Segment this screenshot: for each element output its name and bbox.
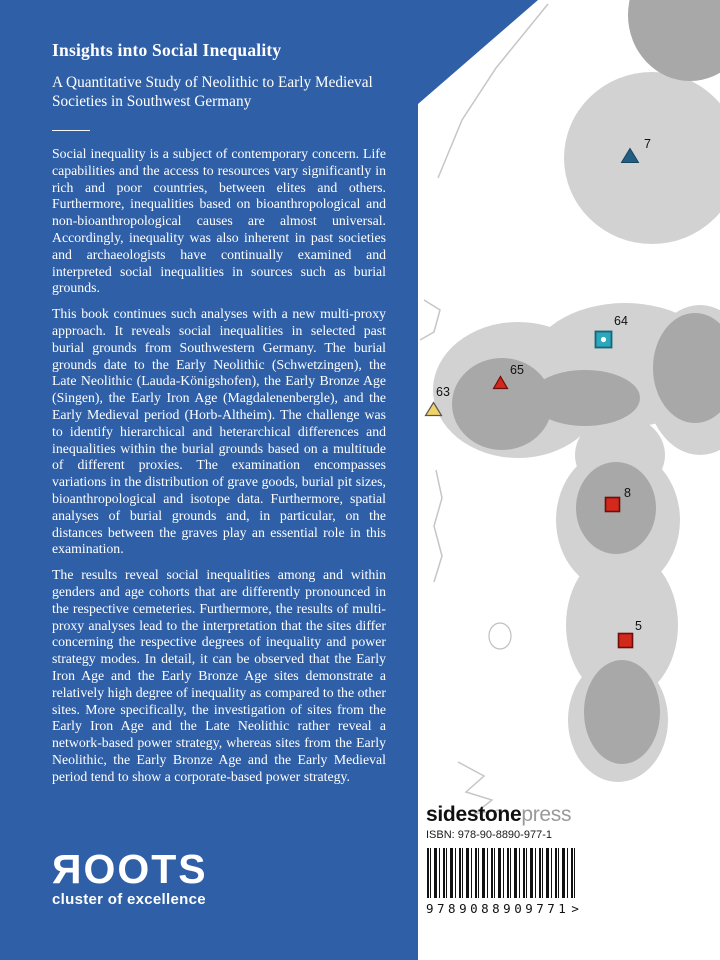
isbn-text: ISBN: 978-90-8890-977-1	[426, 829, 552, 841]
square-dot-icon	[594, 330, 613, 349]
triangle-icon	[620, 147, 640, 164]
blurb-paragraph: Social inequality is a subject of contemporary concern. Life capabilities and the access to resources vary significantly in rich and poor countries, between elites and others. Furthermore, inequalities based on bioanthropological and non-bioanthropological causes are almost universal. Accordingly, inequality was also inherent in past societies and archaeologists have continually examined and interpreted social inequalities in sources such as burial grounds.	[52, 146, 386, 296]
map-marker-64	[594, 314, 628, 348]
map-marker-8	[604, 486, 631, 514]
blurb-paragraph: This book continues such analyses with a new multi-proxy approach. It reveals social inequalities in selected past burial grounds from Southwestern Germany. The burial grounds date to the Early Neolithic (Schwetzingen), the Late Neolithic (Lauda-Königshofen), the Early Bronze Age (Singen), the Early Iron Age (Magdalenenbergle), and the Early Medieval period (Horb-Altheim). The challenge was to identify hierarchical and heterarchical differences and inequalities within the burial grounds based on a multitude of different proxies. The examination encompasses variations in the distribution of grave goods, burial pit sizes, bioanthropological and isotope data. Furthermore, spatial analyses of burial grounds and, in particular, on the distances between the graves play an essential role in this examination.	[52, 306, 386, 557]
map-marker-5	[617, 619, 642, 650]
publisher-block	[426, 804, 616, 916]
roots-logo-tagline: cluster of excellence	[52, 891, 206, 908]
barcode-suffix: >	[571, 901, 579, 916]
book-title: Insights into Social Inequality	[52, 40, 282, 60]
map-marker-63	[424, 385, 450, 419]
triangle-icon	[492, 375, 509, 390]
barcode-number-row	[426, 901, 579, 916]
blurb-paragraph: The results reveal social inequalities among and within genders and age cohorts that are differently pronounced in the respective cemeteries. Furthermore, the results of multi-proxy analyses lead to the interpretation that the sites differ concerning the respective degrees of inequality and power strategy modes. In detail, it can be observed that the Early Iron Age and the Early Bronze Age sites demonstrate a relatively high degree of inequality as compared to the other sites. More specifically, the investigation of sites from the Early Iron Age and the Late Neolithic rather reveal a network-based power strategy, whereas sites from the Early Neolithic, the Early Bronze Age and the Early Medieval period tend to show a corporate-based power strategy.	[52, 567, 386, 784]
marker-label: 8	[624, 486, 631, 500]
map-marker-7	[620, 137, 651, 165]
map-enclave	[489, 623, 511, 649]
marker-label: 7	[644, 137, 651, 151]
marker-label: 65	[510, 363, 524, 377]
barcode-digits: 9789088909771	[426, 901, 570, 916]
barcode	[426, 847, 576, 899]
divider-line	[52, 130, 90, 131]
marker-label: 63	[436, 385, 450, 399]
back-cover-text	[52, 40, 386, 794]
square-icon	[604, 496, 621, 513]
sidestone-press-logo	[426, 804, 616, 826]
marker-label: 5	[635, 619, 642, 633]
book-subtitle: A Quantitative Study of Neolithic to Early Medieval Societies in Southwest Germany	[52, 74, 373, 110]
triangle-icon	[424, 401, 443, 417]
roots-logo	[52, 848, 208, 908]
roots-logo-text: ЯOOTS	[52, 846, 208, 892]
square-icon	[617, 632, 634, 649]
publisher-name-bold: sidestone	[426, 803, 522, 826]
publisher-name-light: press	[521, 803, 572, 826]
marker-label: 64	[614, 314, 628, 328]
map-marker-65	[492, 363, 524, 393]
